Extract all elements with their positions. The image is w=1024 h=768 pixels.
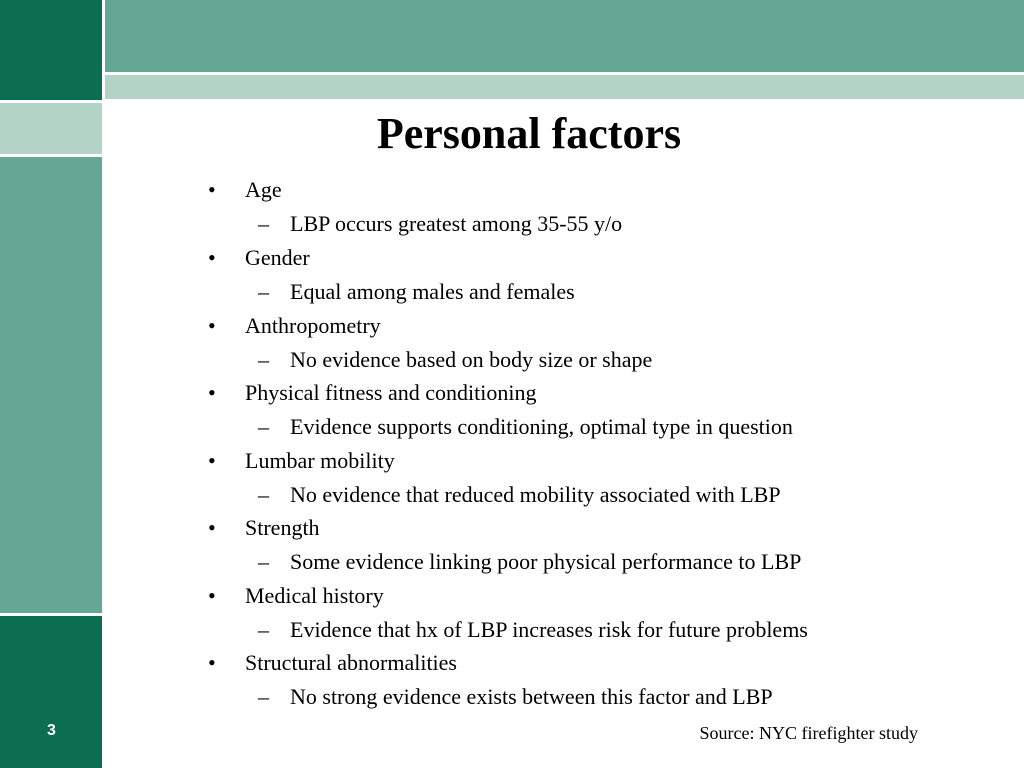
top-light-strip — [105, 75, 1024, 99]
bullet-text: Structural abnormalities — [245, 650, 457, 675]
dash-marker: – — [258, 347, 269, 372]
dash-marker: – — [258, 279, 269, 304]
sub-bullet-text: No evidence that reduced mobility associated with LBP — [290, 482, 781, 507]
bullet-marker: • — [208, 515, 216, 540]
bullet-text: Anthropometry — [245, 313, 381, 338]
bullet-text: Physical fitness and conditioning — [245, 380, 537, 405]
sub-bullet-text: Evidence supports conditioning, optimal type in question — [290, 414, 793, 439]
dash-marker: – — [258, 549, 269, 574]
slide-number: 3 — [47, 722, 56, 739]
sub-bullet-text: Evidence that hx of LBP increases risk for future problems — [290, 617, 808, 642]
dash-marker: – — [258, 482, 269, 507]
bullet-text: Medical history — [245, 583, 384, 608]
bullet-marker: • — [208, 245, 216, 270]
dash-marker: – — [258, 414, 269, 439]
bullet-text: Age — [245, 177, 282, 202]
source-note: Source: NYC firefighter study — [699, 723, 918, 743]
bullet-marker: • — [208, 583, 216, 608]
left-mid-bar — [0, 157, 102, 613]
bullet-text: Gender — [245, 245, 310, 270]
bottom-left-dark-block — [0, 616, 102, 768]
left-light-block — [0, 103, 102, 154]
bullet-marker: • — [208, 313, 216, 338]
sub-bullet-text: No strong evidence exists between this factor and LBP — [290, 684, 773, 709]
slide-title: Personal factors — [376, 109, 682, 158]
dash-marker: – — [258, 684, 269, 709]
bullet-text: Lumbar mobility — [245, 448, 395, 473]
bullet-marker: • — [208, 448, 216, 473]
dash-marker: – — [258, 617, 269, 642]
sub-bullet-text: LBP occurs greatest among 35-55 y/o — [290, 211, 623, 236]
sub-bullet-text: Equal among males and females — [290, 279, 575, 304]
bullet-marker: • — [208, 650, 216, 675]
sub-bullet-text: Some evidence linking poor physical performance to LBP — [290, 549, 802, 574]
sub-bullet-text: No evidence based on body size or shape — [290, 347, 653, 372]
bullet-marker: • — [208, 380, 216, 405]
dash-marker: – — [258, 211, 269, 236]
bullet-text: Strength — [245, 515, 320, 540]
top-left-dark-block — [0, 0, 102, 100]
bullet-marker: • — [208, 177, 216, 202]
top-banner — [105, 0, 1024, 72]
